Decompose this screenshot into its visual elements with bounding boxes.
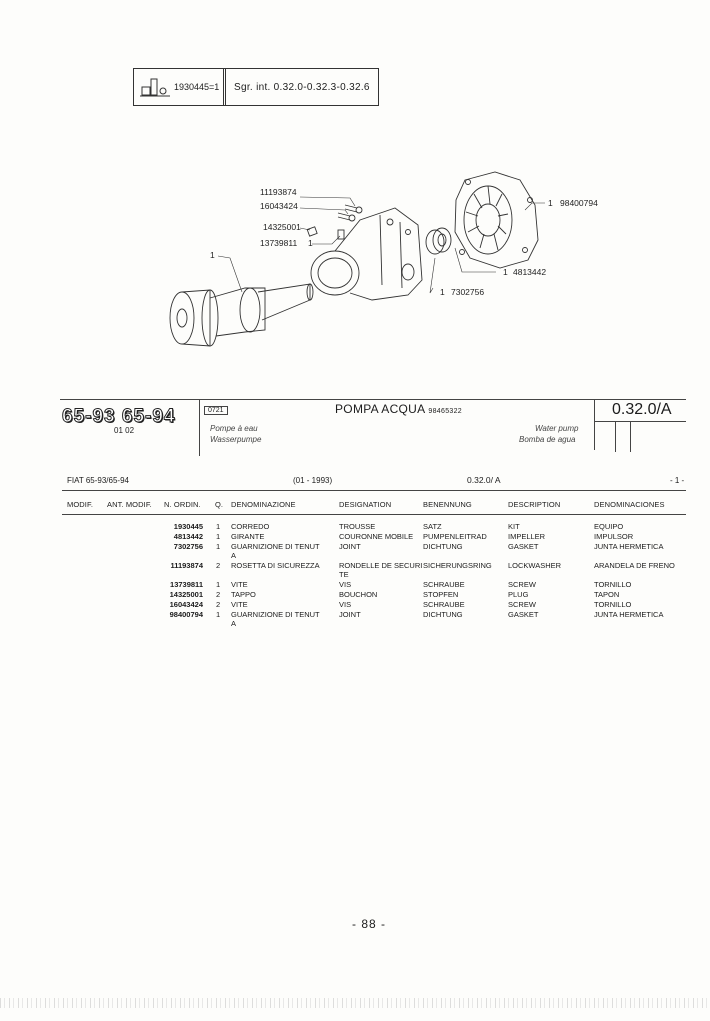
part-name-en: GASKET (508, 610, 539, 619)
title-english: Water pump (535, 424, 579, 433)
table-row (0, 600, 710, 610)
callout-16043424: 16043424 (260, 201, 298, 211)
part-qty: 2 (216, 590, 221, 599)
table-row (0, 532, 710, 542)
subheader-rule (62, 490, 686, 491)
part-name-de: DICHTUNG (423, 542, 463, 551)
table-row (0, 590, 710, 600)
title-german: Wasserpumpe (210, 435, 262, 444)
part-name-it-continued: A (231, 619, 237, 628)
col-italian: DENOMINAZIONE (231, 500, 296, 509)
part-code: 4813442 (173, 532, 203, 541)
part-name-es: IMPULSOR (594, 532, 634, 541)
col-german: BENENNUNG (423, 500, 472, 509)
part-name-it: GUARNIZIONE DI TENUT (231, 542, 320, 551)
column-header-rule (62, 514, 686, 515)
part-qty: 2 (216, 600, 221, 609)
part-name-it: TAPPO (231, 590, 256, 599)
callout-98400794: 98400794 (560, 198, 598, 208)
table-row (0, 542, 710, 552)
reference-underline (594, 421, 686, 422)
header-top-rule (60, 399, 686, 400)
part-qty: 1 (216, 542, 221, 551)
callout-7302756-qty: 1 (440, 287, 445, 297)
reference-tick-2 (630, 422, 631, 452)
part-qty: 1 (216, 522, 221, 531)
part-name-de: SCHRAUBE (423, 580, 465, 589)
part-qty: 1 (216, 532, 221, 541)
part-name-de: SCHRAUBE (423, 600, 465, 609)
date-code: 01 02 (114, 426, 135, 435)
part-name-es: JUNTA HERMETICA (594, 542, 664, 551)
col-order-number: N. ORDIN. (164, 500, 201, 509)
group-code: 0.32.0/ A (467, 475, 501, 485)
part-name-it: GUARNIZIONE DI TENUT (231, 610, 320, 619)
model-logo: 65-93 65-94 (62, 406, 176, 427)
part-name-fr: TROUSSE (339, 522, 376, 531)
group-reference: 0.32.0/A (612, 401, 672, 418)
title-code: 98465322 (428, 408, 462, 415)
title-italian (335, 402, 462, 416)
water-pump-exploded-diagram (150, 160, 620, 360)
reference-tick-1 (615, 422, 616, 452)
part-name-it: ROSETTA DI SICUREZZA (231, 561, 320, 570)
table-row (0, 522, 710, 532)
screws-drawing (307, 205, 362, 239)
part-name-fr: BOUCHON (339, 590, 378, 599)
col-english: DESCRIPTION (508, 500, 561, 509)
callout-7302756: 7302756 (451, 287, 485, 297)
page-number: - 88 - (352, 917, 387, 931)
col-spanish: DENOMINACIONES (594, 500, 665, 509)
part-code: 7302756 (173, 542, 203, 551)
part-name-it: VITE (231, 580, 248, 589)
col-french: DESIGNATION (339, 500, 392, 509)
part-name-en: KIT (508, 522, 520, 531)
model-line: FIAT 65-93/65-94 (67, 476, 129, 485)
code-badge: 0721 (204, 406, 228, 415)
part-name-de: DICHTUNG (423, 610, 463, 619)
part-name-fr: JOINT (339, 610, 361, 619)
part-name-de: SICHERUNGSRING (423, 561, 492, 570)
part-code: 14325001 (169, 590, 203, 599)
part-code: 16043424 (169, 600, 203, 609)
page-indicator: - 1 - (670, 476, 685, 485)
part-name-es: ARANDELA DE FRENO (594, 561, 675, 570)
part-name-fr: COURONNE MOBILE (339, 532, 414, 541)
header-separator (199, 400, 200, 456)
impeller-cover-drawing (455, 172, 538, 268)
kit-reference-cell (134, 69, 226, 105)
part-name-en: SCREW (508, 600, 536, 609)
table-row (0, 580, 710, 590)
title-spanish: Bomba de agua (519, 435, 576, 444)
part-name-en: PLUG (508, 590, 529, 599)
part-code: 98400794 (169, 610, 203, 619)
callout-13739811-qty: 1 (308, 238, 313, 248)
reference-separator (594, 400, 595, 450)
part-name-es: EQUIPO (594, 522, 624, 531)
part-name-fr: JOINT (339, 542, 361, 551)
part-code: 13739811 (170, 580, 203, 589)
part-qty: 1 (216, 610, 221, 619)
kit-icon (140, 75, 170, 99)
col-ant-modif: ANT. MODIF. (107, 500, 152, 509)
callout-11193874: 11193874 (260, 187, 297, 197)
title-it-text: POMPA ACQUA (335, 402, 425, 416)
callout-98400794-qty: 1 (548, 198, 553, 208)
part-name-it: GIRANTE (231, 532, 265, 541)
part-name-fr: VIS (339, 580, 352, 589)
subgroup-reference: Sgr. int. 0.32.0-0.32.3-0.32.6 (234, 81, 370, 93)
part-name-en: SCREW (508, 580, 536, 589)
part-name-es: TORNILLO (594, 600, 632, 609)
part-name-es: JUNTA HERMETICA (594, 610, 664, 619)
part-name-de: STOPFEN (423, 590, 459, 599)
part-code: 1930445 (173, 522, 203, 531)
part-name-de: PUMPENLEITRAD (423, 532, 487, 541)
col-quantity: Q. (215, 500, 224, 509)
kit-code: 1930445=1 (174, 82, 220, 92)
part-name-it: CORREDO (231, 522, 270, 531)
part-name-it: VITE (231, 600, 248, 609)
part-qty: 2 (216, 561, 221, 570)
callout-14325001: 14325001 (263, 222, 301, 232)
period: (01 - 1993) (293, 476, 333, 485)
pump-housing-drawing (311, 208, 422, 300)
part-name-fr-continued: TE (339, 570, 349, 579)
part-name-de: SATZ (423, 522, 442, 531)
reference-box (133, 68, 379, 106)
part-code: 11193874 (170, 561, 203, 570)
col-modif: MODIF. (67, 500, 94, 509)
part-name-it-continued: A (231, 551, 237, 560)
pump-shaft-drawing (170, 284, 313, 346)
part-name-en: GASKET (508, 542, 539, 551)
part-qty: 1 (216, 580, 221, 589)
part-name-en: IMPELLER (508, 532, 546, 541)
table-row (0, 610, 710, 620)
part-name-en: LOCKWASHER (508, 561, 562, 570)
seal-drawing (426, 228, 451, 254)
callout-13739811: 13739811 (260, 238, 298, 248)
part-name-es: TAPON (594, 590, 620, 599)
part-name-fr: RONDELLE DE SECURI (339, 561, 423, 570)
callout-4813442: 4813442 (513, 267, 547, 277)
callout-4813442-qty: 1 (503, 267, 508, 277)
callout-shaft-qty: 1 (210, 250, 215, 260)
title-french: Pompe à eau (210, 424, 258, 433)
part-name-es: TORNILLO (594, 580, 632, 589)
table-row (0, 561, 710, 571)
part-name-fr: VIS (339, 600, 352, 609)
scan-noise-strip (0, 998, 710, 1008)
